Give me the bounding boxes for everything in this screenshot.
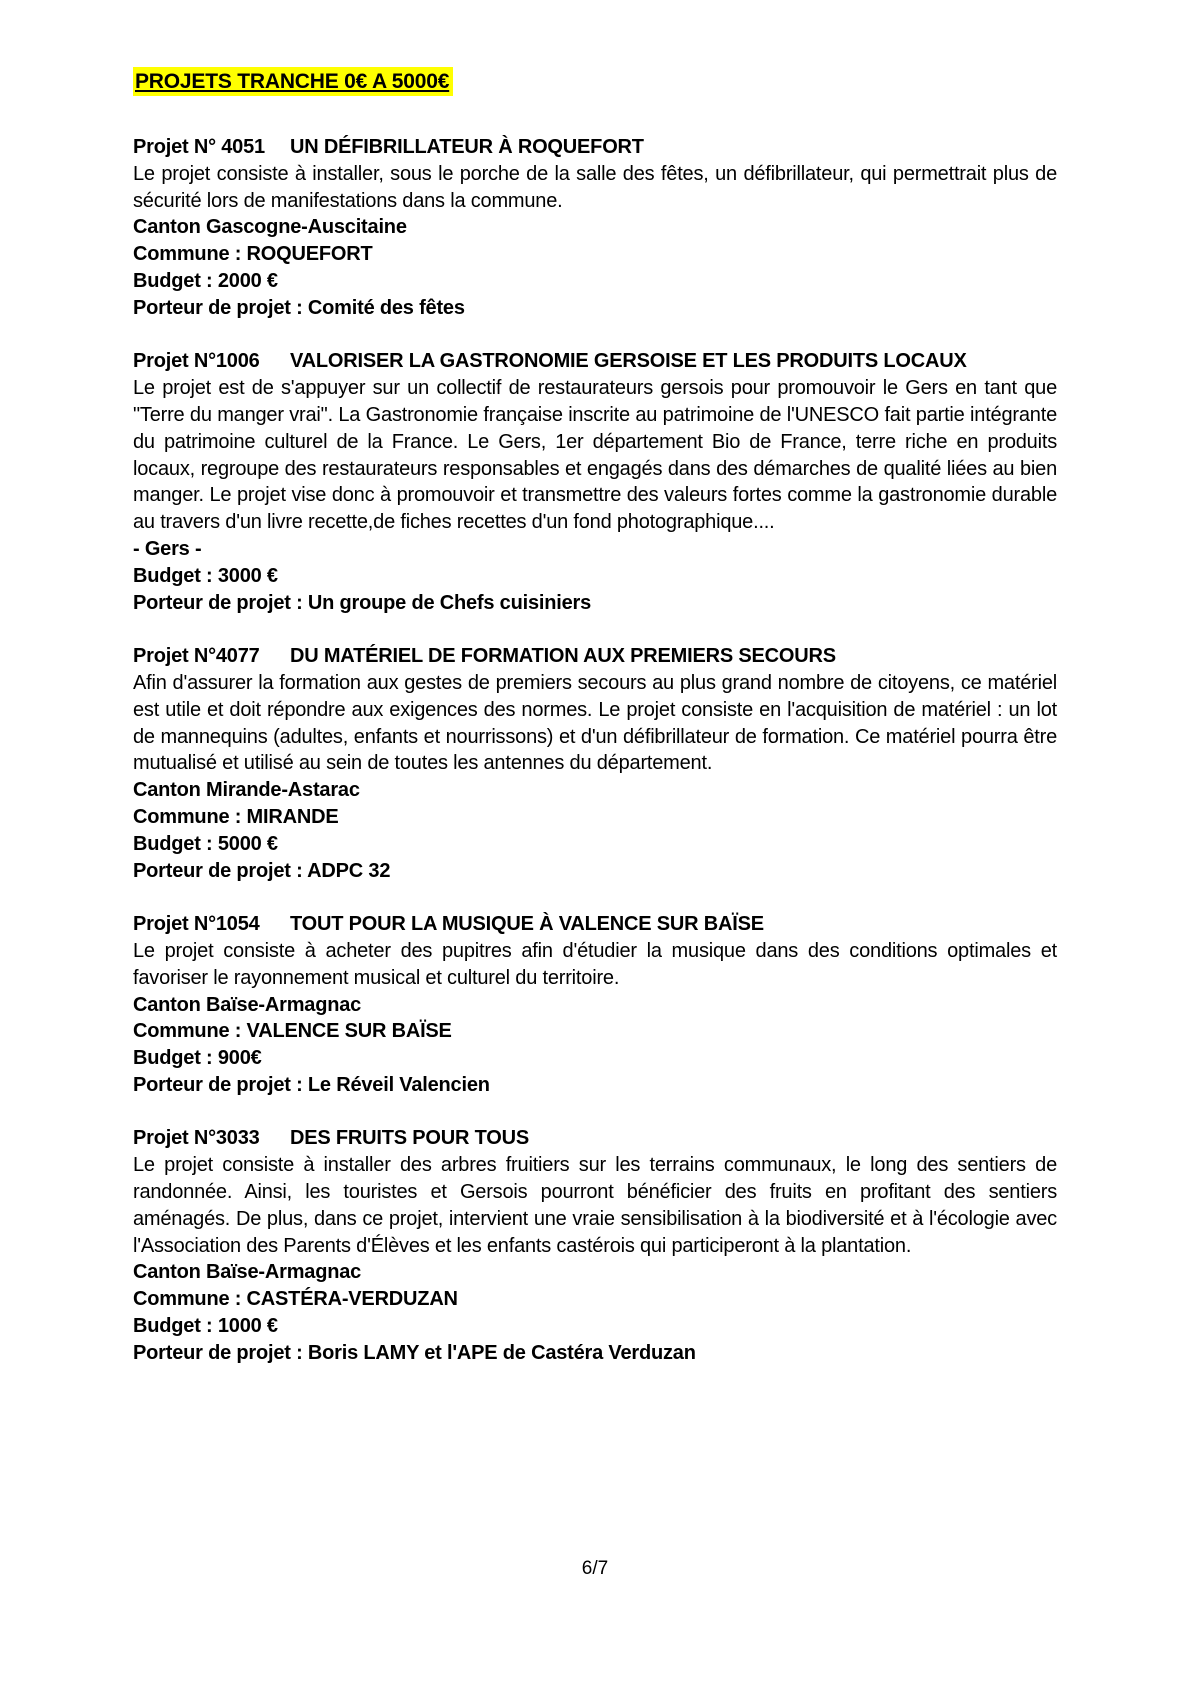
- project-porteur: Porteur de projet : ADPC 32: [133, 859, 391, 882]
- project-budget: Budget : 900€: [133, 1047, 262, 1070]
- project-description: Le projet consiste à acheter des pupitres afin d'étudier la musique dans des conditions optimales et favoriser le rayonnement musical et culturel du territoire.: [133, 939, 1057, 989]
- project-commune: Commune : VALENCE SUR BAÏSE: [133, 1020, 452, 1043]
- project-porteur: Porteur de projet : Boris LAMY et l'APE de Castéra Verduzan: [133, 1341, 696, 1364]
- project-number: Projet N° 4051: [133, 136, 265, 158]
- project-budget: Budget : 5000 €: [133, 832, 278, 855]
- project-description: Afin d'assurer la formation aux gestes de premiers secours au plus grand nombre de citoyens, ce matériel est utile et doit répondre aux exigences des normes. Le projet consiste en l'acquisition de matériel : un lot de mannequins (adultes, enfants et nourrissons) et d'un défibrillateur de formation. Ce matériel pourra être mutualisé et utilisé au sein de toutes les antennes du département.: [133, 671, 1057, 775]
- project-porteur: Porteur de projet : Le Réveil Valencien: [133, 1073, 490, 1096]
- project-description: Le projet consiste à installer, sous le porche de la salle des fêtes, un défibrillateur, qui permettrait plus de sécurité lors de manifestations dans la commune.: [133, 162, 1057, 212]
- page-number: 6/7: [581, 1558, 609, 1579]
- project-canton: Canton Baïse-Armagnac: [133, 993, 362, 1016]
- project-name: DU MATÉRIEL DE FORMATION AUX PREMIERS SECOURS: [290, 645, 836, 668]
- project-canton: Canton Gascogne-Auscitaine: [133, 216, 407, 239]
- project-budget: Budget : 2000 €: [133, 269, 278, 292]
- project-section: [133, 911, 1057, 1099]
- project-number: Projet N°1006: [133, 350, 260, 373]
- project-section: [133, 134, 1057, 322]
- project-budget: Budget : 1000 €: [133, 1315, 278, 1338]
- project-title: [133, 134, 1057, 161]
- project-name: TOUT POUR LA MUSIQUE À VALENCE SUR BAÏSE: [290, 913, 764, 936]
- project-title: [133, 911, 1057, 938]
- document-content: [133, 67, 1057, 1367]
- project-budget: Budget : 3000 €: [133, 564, 278, 587]
- project-commune: Commune : CASTÉRA-VERDUZAN: [133, 1288, 458, 1311]
- project-name: DES FRUITS POUR TOUS: [290, 1127, 529, 1150]
- project-commune: Commune : ROQUEFORT: [133, 243, 373, 266]
- project-description: Le projet consiste à installer des arbres fruitiers sur les terrains communaux, le long des sentiers de randonnée. Ainsi, les touristes et Gersois pourront bénéficier des fruits en profitant des sentiers aménagés. De plus, dans ce projet, intervient une vraie sensibilisation à la biodiversité et à l'écologie avec l'Association des Parents d'Élèves et les enfants castérois qui participeront à la plantation.: [133, 1154, 1057, 1257]
- project-name: UN DÉFIBRILLATEUR À ROQUEFORT: [290, 136, 644, 158]
- project-canton: Canton Baïse-Armagnac: [133, 1261, 362, 1284]
- section-header-highlighted: PROJETS TRANCHE 0€ A 5000€: [133, 67, 453, 96]
- project-porteur: Porteur de projet : Comité des fêtes: [133, 296, 465, 319]
- project-title: [133, 1125, 1057, 1152]
- project-title: [133, 348, 1057, 375]
- project-title: [133, 643, 1057, 670]
- project-section: [133, 348, 1057, 616]
- project-number: Projet N°3033: [133, 1127, 260, 1150]
- project-canton: - Gers -: [133, 537, 202, 560]
- project-commune: Commune : MIRANDE: [133, 805, 339, 828]
- project-section: [133, 1125, 1057, 1366]
- project-canton: Canton Mirande-Astarac: [133, 779, 360, 802]
- project-number: Projet N°4077: [133, 645, 260, 668]
- project-section: [133, 643, 1057, 884]
- project-porteur: Porteur de projet : Un groupe de Chefs cuisiniers: [133, 591, 592, 614]
- project-description: Le projet est de s'appuyer sur un collectif de restaurateurs gersois pour promouvoir le Gers en tant que "Terre du manger vrai". La Gastronomie française inscrite au patrimoine de l'UNESCO fait partie intégrante du patrimoine culturel de la France. Le Gers, 1er département Bio de France, terre riche en produits locaux, regroupe des restaurateurs responsables et engagés dans des démarches de qualité liées au bien manger. Le projet vise donc à promouvoir et transmettre des valeurs fortes comme la gastronomie durable au travers d'un livre recette,de fiches recettes d'un fond photographique....: [133, 377, 1057, 534]
- project-name: VALORISER LA GASTRONOMIE GERSOISE ET LES PRODUITS LOCAUX: [290, 350, 967, 373]
- project-number: Projet N°1054: [133, 913, 260, 936]
